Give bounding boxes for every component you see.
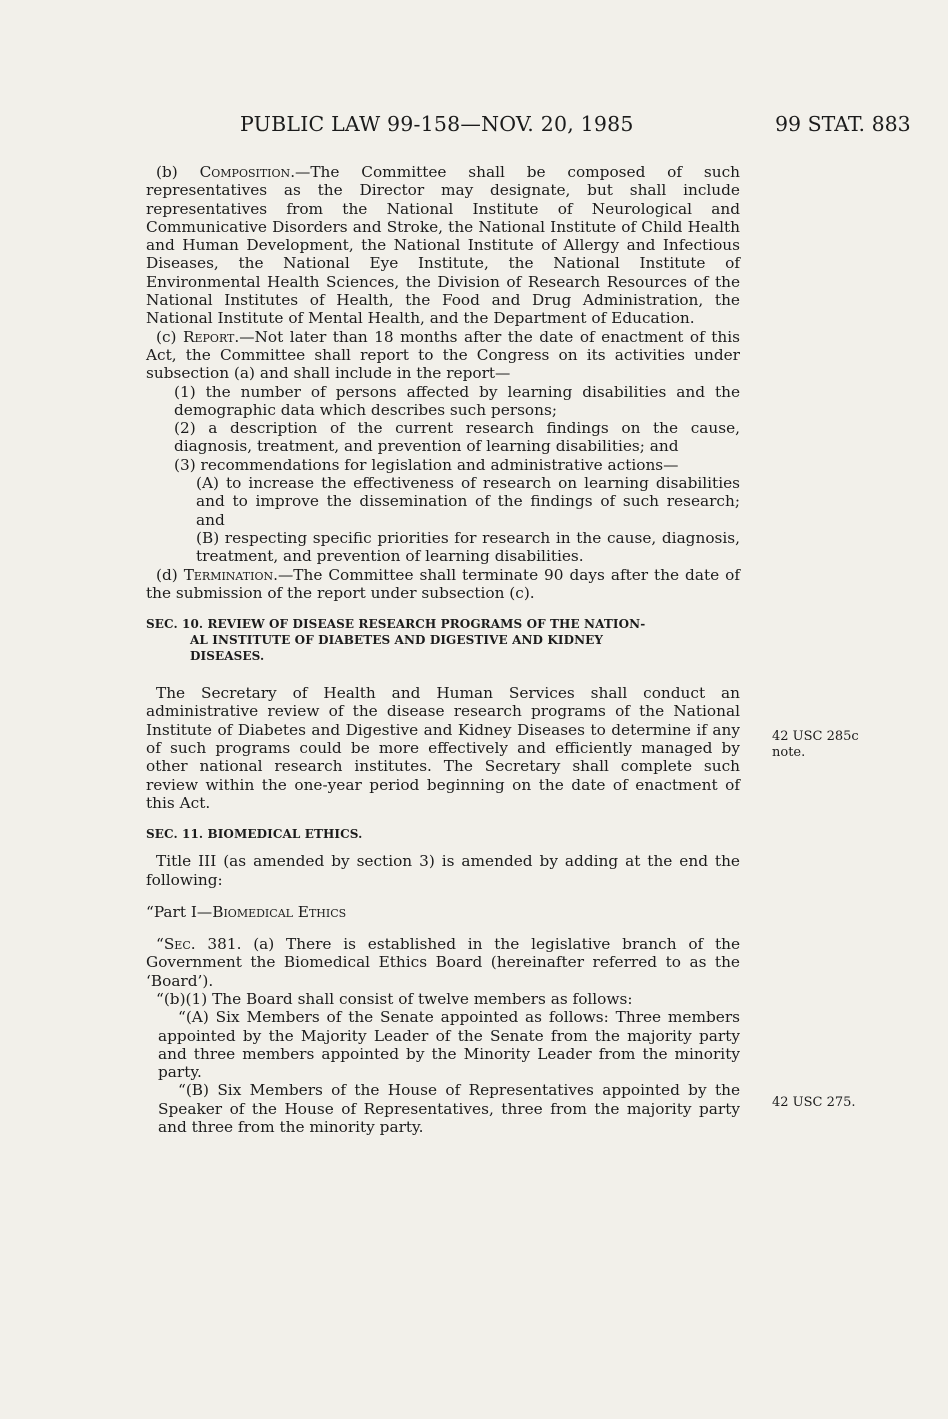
- section-381-b1-A: “(A) Six Members of the Senate appointed as follows: Three members appointed by the Majority Leader of the Senate from the majority party and three members appointed by the Minority Leader from the minority party.: [158, 1008, 740, 1082]
- body-column: [146, 163, 740, 1136]
- section-11-text: Title III (as amended by section 3) is amended by adding at the end the following:: [146, 852, 740, 889]
- section-11-heading: SEC. 11. BIOMEDICAL ETHICS.: [146, 827, 363, 842]
- margin-note-285c: 42 USC 285c note.: [772, 729, 859, 760]
- section-381-b1-B: “(B) Six Members of the House of Representatives appointed by the Speaker of the House of Representatives, three from the majority party and three from the minority party.: [158, 1081, 740, 1137]
- paragraph-cA: (A) to increase the effectiveness of research on learning disabilities and to improve the dissemination of the findings of such research; and: [196, 474, 740, 529]
- paragraph-c2: (2) a description of the current research findings on the cause, diagnosis, treatment, and prevention of learning disabilities; and: [174, 419, 740, 456]
- section-381-a: “Sec. 381. (a) There is established in the legislative branch of the Government the Biomedical Ethics Board (hereinafter referred to as the ‘Board’).: [146, 935, 740, 990]
- header-stat: 99 STAT. 883: [775, 112, 911, 136]
- paragraph-c3: (3) recommendations for legislation and administrative actions—: [174, 455, 679, 474]
- paragraph-c1: (1) the number of persons affected by learning disabilities and the demographic data which describes such persons;: [174, 382, 740, 419]
- margin-note-275: 42 USC 275.: [772, 1095, 856, 1110]
- subsection-c: (c) Report.—Not later than 18 months after the date of enactment of this Act, the Committee shall report to the Congress on its activities under subsection (a) and shall include in the report—: [146, 327, 740, 383]
- part-heading: “Part I—Biomedical Ethics: [146, 902, 347, 921]
- section-10-text: The Secretary of Health and Human Services shall conduct an administrative review of the disease research programs of the National Institute of Diabetes and Digestive and Kidney Diseases to determine if any of such programs could be more effectively and efficiently managed by other national research institutes. The Secretary shall complete such review within the one-year period beginning on the date of enactment of this Act.: [146, 684, 740, 812]
- subsection-d: (d) Termination.—The Committee shall terminate 90 days after the date of the submission of the report under subsection (c).: [146, 565, 740, 602]
- section-10-heading: SEC. 10. REVIEW OF DISEASE RESEARCH PROGRAMS OF THE NATION- AL INSTITUTE OF DIABETES AND DIGESTIVE AND KIDNEY DISEASES.: [146, 617, 646, 664]
- paragraph-cB: (B) respecting specific priorities for research in the cause, diagnosis, treatment, and prevention of learning disabilities.: [196, 528, 740, 566]
- header-title: PUBLIC LAW 99-158—NOV. 20, 1985: [240, 112, 634, 136]
- subsection-b: (b) Composition.—The Committee shall be composed of such representatives as the Director may designate, but shall include representatives from the National Institute of Neurological and Communicative Disorders and Stroke, the National Institute of Child Health and Human Development, the National Institute of Allergy and Infectious Diseases, the National Eye Institute, the National Institute of Environmental Health Sciences, the Division of Research Resources of the National Institutes of Health, the Food and Drug Administration, the National Institute of Mental Health, and the Department of Education.: [146, 163, 740, 328]
- section-381-b1: “(b)(1) The Board shall consist of twelve members as follows:: [156, 989, 633, 1008]
